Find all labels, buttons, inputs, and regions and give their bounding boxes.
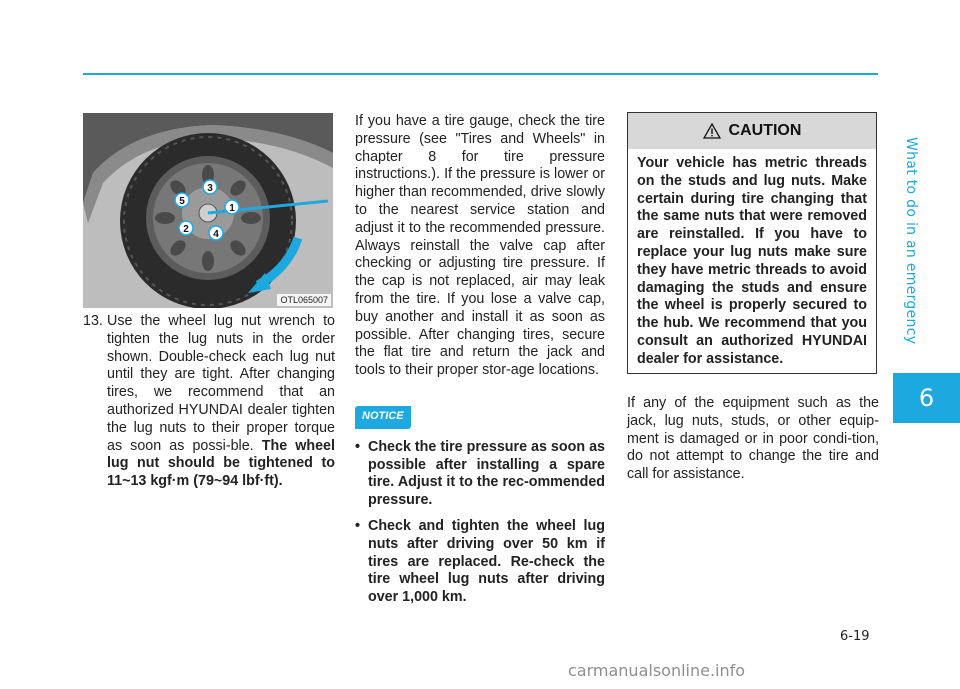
bullet-dot: • <box>355 517 361 534</box>
caution-header <box>628 113 876 149</box>
tire-pressure-paragraph: If you have a tire gauge, check the tire pressure (see "Tires and Wheels" in chapter 8 for tire pressure instructions.). If the pressure is lower or higher than recommended, drive slowly to the nearest service station and adjust it to the recommended pressure. Always reinstall the valve cap after checking or adjusting tire pressure. If the cap is not replaced, air may leak from the tire. If you lose a valve cap, buy another and install it as soon as possible. After changing tires, secure the flat tire and return the jack and tools to their proper stor-age locations. <box>355 113 605 379</box>
watermark: carmanualsonline.info <box>568 661 746 680</box>
lug-label-2: 2 <box>183 224 189 235</box>
chapter-tab <box>893 373 960 423</box>
bullet-dot: • <box>355 438 361 455</box>
lug-label-1: 1 <box>229 203 235 214</box>
caution-title: CAUTION <box>728 122 802 139</box>
caution-box <box>627 112 877 374</box>
section-side-label <box>888 116 934 366</box>
warning-triangle-icon <box>703 123 721 139</box>
tire-pressure-column <box>355 113 605 615</box>
figure-code: OTL065007 <box>277 294 331 306</box>
lug-label-4: 4 <box>213 229 219 240</box>
header-rule <box>83 73 878 75</box>
notice-item <box>355 439 605 510</box>
page-number: 6-19 <box>840 629 870 644</box>
notice-item-text: Check and tighten the wheel lug nuts after driving over 50 km if tires are replaced. Re-check the tire wheel lug nuts after driving over 1,000 km. <box>368 517 605 606</box>
lug-label-5: 5 <box>179 196 185 207</box>
section-label-text: What to do in an emergency <box>903 137 919 345</box>
lug-label-3: 3 <box>207 183 213 194</box>
notice-item <box>355 518 605 607</box>
step-text: Use the wheel lug nut wrench to tighten the lug nuts in the order shown. Double-check each lug nut until they are tight. After changing tires, we recommend that an authorized HYUNDAI dealer tighten the lug nuts to their proper torque as soon as possi-ble. <box>107 313 335 454</box>
step-13 <box>83 313 335 491</box>
caution-text: Your vehicle has metric threads on the studs and lug nuts. Make certain during tire changing that the same nuts that were removed are reinstalled. If you have to replace your lug nuts make sure they have metric threads to avoid damaging the studs and ensure the wheel is properly secured to the hub. We recommend that you consult an authorized HYUNDAI dealer for assistance. <box>637 155 867 367</box>
chapter-number: 6 <box>918 384 935 412</box>
notice-badge: NOTICE <box>355 406 411 429</box>
notice-item-text: Check the tire pressure as soon as possible after installing a spare tire. Adjust it to the rec-ommended pressure. <box>368 438 605 509</box>
notice-list <box>355 439 605 607</box>
step-bold-text: The wheel lug nut should be tightened to 11~13 kgf·m (79~94 lbf·ft). <box>107 437 335 490</box>
wheel-drawing <box>83 113 333 308</box>
equipment-paragraph: If any of the equipment such as the jack, lug nuts, studs, or other equip-ment is damaged or in poor condi-tion, do not attempt to change the tire and call for assistance. <box>627 395 879 483</box>
wheel-illustration <box>83 113 333 308</box>
step-number: 13. <box>83 313 103 329</box>
